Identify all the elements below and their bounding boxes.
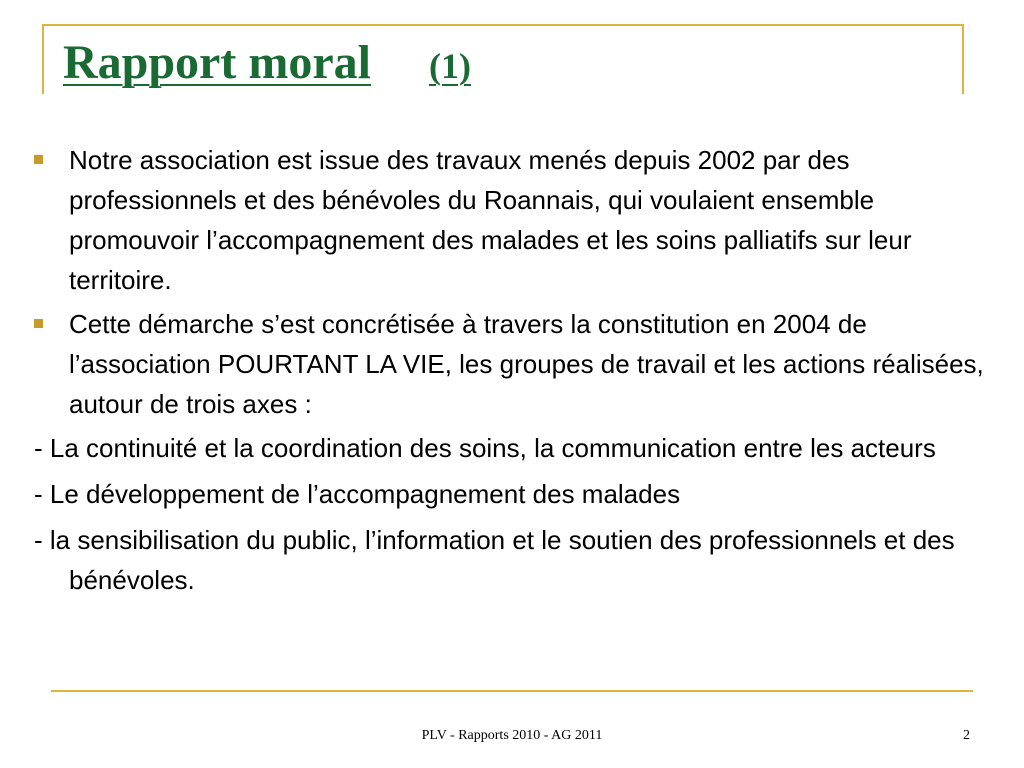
page-number: 2 [963,728,970,743]
slide-title [63,34,471,92]
square-bullet-icon [34,155,43,164]
slide-footer: PLV - Rapports 2010 - AG 2011 [421,728,603,743]
axis-item: - la sensibilisation du public, l’information et le soutien des professionnels et des bénévoles. [34,525,955,595]
bullet-text: Notre association est issue des travaux menés depuis 2002 par des professionnels et des bénévoles du Roannais, qui voulaient ensemble promouvoir l’accompagnement des malades et les soins palliatifs sur leur territoire. [69,145,912,295]
bullet-item [34,140,1004,300]
square-bullet-icon [34,319,43,328]
slide-title-number: (1) [428,46,471,86]
axis-item: - Le développement de l’accompagnement des malades [34,479,681,509]
frame-top-line [42,24,964,26]
frame-bottom-line [51,690,973,692]
frame-left-line [42,24,44,94]
slide-body [34,140,1004,606]
bullet-item [34,304,1004,424]
axis-item: - La continuité et la coordination des soins, la communication entre les acteurs [34,433,936,463]
slide-title-text: Rapport moral [63,36,371,89]
frame-right-line [962,24,964,94]
bullet-text: Cette démarche s’est concrétisée à travers la constitution en 2004 de l’association POURTANT LA VIE, les groupes de travail et les actions réalisées, autour de trois axes : [69,309,984,419]
